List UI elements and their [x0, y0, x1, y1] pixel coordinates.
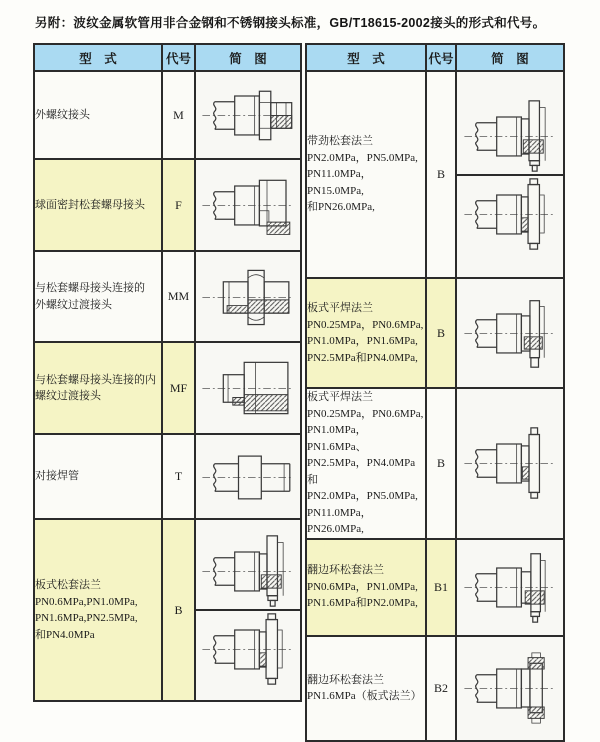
diagram-cell — [195, 519, 301, 701]
code-cell: MM — [162, 251, 195, 342]
table-row — [34, 159, 301, 251]
fitting-table-left — [33, 43, 302, 702]
type-cell — [34, 159, 162, 251]
type-cell — [34, 519, 162, 701]
diagram-stack — [457, 425, 563, 501]
flanged-ring-loose-flange-diagram — [457, 549, 563, 625]
header-type: 型 式 — [34, 44, 162, 71]
code-cell: F — [162, 159, 195, 251]
diagram-stack — [196, 167, 300, 243]
diagram-stack — [196, 533, 300, 687]
type-line: 螺纹过渡接头 — [35, 390, 101, 402]
type-line: 板式平焊法兰 — [307, 391, 373, 403]
type-line: 板式松套法兰 — [35, 579, 101, 591]
type-cell — [306, 636, 426, 741]
type-line: PN0.25MPa，PN0.6MPa, — [307, 318, 424, 331]
type-line: PN11.0MPa，PN15.0MPa, — [307, 168, 372, 197]
type-line: PN2.0MPa，PN5.0MPa, — [307, 151, 418, 164]
diagram-cell — [195, 71, 301, 159]
code-cell: B — [426, 278, 456, 388]
code-cell: B — [162, 519, 195, 701]
code-cell: MF — [162, 342, 195, 434]
table-row — [306, 636, 564, 741]
diagram-cell — [456, 539, 564, 636]
male-female-transition-fitting-diagram — [196, 350, 300, 426]
diagram-stack — [457, 98, 563, 252]
header-type: 型 式 — [306, 44, 426, 71]
type-line: PN1.6MPa（板式法兰） — [307, 690, 422, 702]
table-right-body — [306, 71, 564, 741]
diagram-stack — [457, 549, 563, 625]
table-row — [306, 388, 564, 539]
table-row — [34, 519, 301, 701]
diagram-cell — [195, 342, 301, 434]
male-thread-fitting-diagram — [196, 77, 300, 153]
diagram-cell — [195, 251, 301, 342]
flanged-ring-plate-flange-diagram — [457, 650, 563, 726]
type-line: 翻边环松套法兰 — [307, 564, 384, 577]
type-cell — [306, 388, 426, 539]
table-row — [306, 71, 564, 278]
table-row — [34, 71, 301, 159]
type-line: 球面密封松套螺母接头 — [35, 198, 145, 211]
plate-weld-flange-up-diagram — [457, 295, 563, 371]
type-cell — [306, 539, 426, 636]
type-line: PN2.5MPa，PN4.0MPa和 — [307, 457, 416, 486]
diagram-stack — [457, 295, 563, 371]
type-line: 与松套螺母接头连接的 — [35, 282, 145, 294]
male-male-transition-fitting-diagram — [196, 259, 300, 335]
type-cell — [34, 71, 162, 159]
type-line: PN2.5MPa和PN4.0MPa, — [307, 351, 418, 364]
table-row — [34, 251, 301, 342]
table-left-body — [34, 71, 301, 701]
code-cell: B — [426, 71, 456, 278]
diagram-cell — [456, 71, 564, 278]
type-line: 外螺纹过渡接头 — [35, 298, 112, 311]
spherical-seal-loose-nut-fitting-diagram — [196, 167, 300, 243]
diagram-cell — [195, 434, 301, 519]
table-row — [34, 342, 301, 434]
code-cell: B2 — [426, 636, 456, 741]
type-cell — [34, 342, 162, 434]
type-line: PN0.6MPa,PN1.0MPa, — [35, 595, 138, 608]
header-diagram: 简 图 — [195, 44, 301, 71]
type-line: 和PN26.0MPa, — [307, 201, 375, 214]
header-code: 代号 — [426, 44, 456, 71]
type-line: PN11.0MPa，PN26.0MPa, — [307, 506, 372, 535]
page-title: 另附：波纹金属软管用非合金钢和不锈钢接头标准，GB/T18615-2002接头的形式和代号。 — [35, 16, 546, 30]
type-line: PN1.0MPa，PN1.6MPa、 — [307, 424, 367, 453]
type-cell — [306, 278, 426, 388]
type-line: 和PN4.0MPa — [35, 628, 95, 641]
type-line: 翻边环松套法兰 — [307, 673, 384, 686]
diagram-stack — [196, 259, 300, 335]
diagram-cell — [456, 278, 564, 388]
type-line: PN1.6MPa和PN2.0MPa, — [307, 597, 418, 610]
diagram-stack — [457, 650, 563, 726]
type-line: 外螺纹接头 — [35, 108, 90, 121]
table-row — [306, 278, 564, 388]
code-cell: T — [162, 434, 195, 519]
type-line: PN0.25MPa，PN0.6MPa, — [307, 407, 424, 420]
table-row — [306, 539, 564, 636]
plate-weld-flange-bolted-diagram — [457, 425, 563, 501]
type-line: 带劲松套法兰 — [307, 135, 373, 148]
diagram-stack — [196, 77, 300, 153]
plate-loose-flange-bolted-diagram — [196, 609, 300, 687]
butt-weld-pipe-diagram — [196, 439, 300, 515]
header-row — [34, 44, 301, 71]
fitting-table-right — [305, 43, 565, 742]
type-line: 板式平焊法兰 — [307, 302, 373, 314]
table-row — [34, 434, 301, 519]
type-cell — [34, 251, 162, 342]
code-cell: B1 — [426, 539, 456, 636]
neck-loose-flange-bolted-diagram — [457, 174, 563, 252]
header-code: 代号 — [162, 44, 195, 71]
type-line: 与松套螺母接头连接的内 — [35, 373, 156, 386]
neck-loose-flange-up-diagram — [457, 98, 563, 174]
code-cell: B — [426, 388, 456, 539]
type-cell — [34, 434, 162, 519]
type-line: 对接焊管 — [35, 470, 79, 483]
plate-loose-flange-up-diagram — [196, 533, 300, 609]
diagram-stack — [196, 439, 300, 515]
type-line: PN1.6MPa,PN2.5MPa, — [35, 612, 138, 624]
code-cell: M — [162, 71, 195, 159]
type-line: PN2.0MPa，PN5.0MPa, — [307, 490, 418, 502]
header-row — [306, 44, 564, 71]
type-cell — [306, 71, 426, 278]
diagram-stack — [196, 350, 300, 426]
type-line: PN0.6MPa，PN1.0MPa, — [307, 580, 418, 593]
type-line: PN1.0MPa，PN1.6MPa, — [307, 335, 418, 347]
diagram-cell — [456, 636, 564, 741]
diagram-cell — [195, 159, 301, 251]
diagram-cell — [456, 388, 564, 539]
header-diagram: 简 图 — [456, 44, 564, 71]
